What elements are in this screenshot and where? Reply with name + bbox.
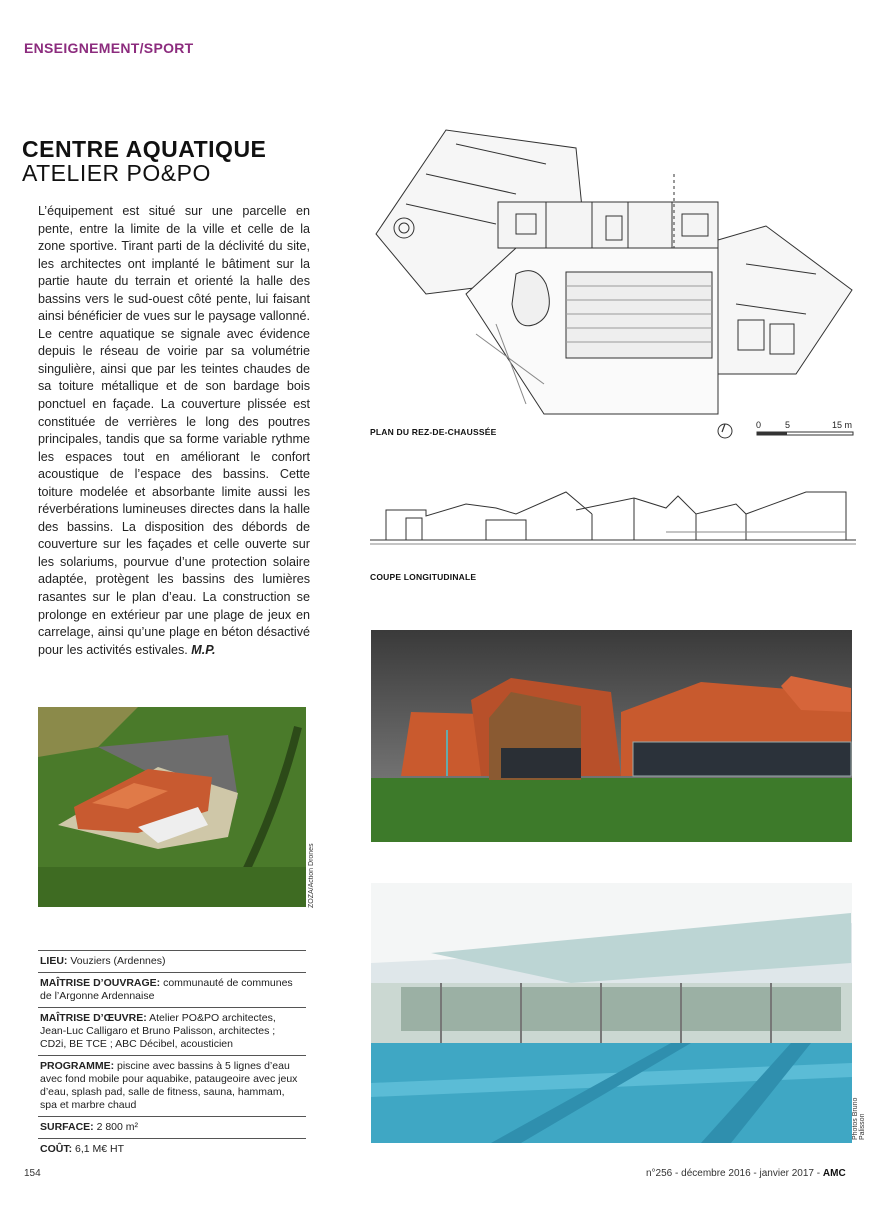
info-value: Atelier PO&PO architectes, Jean-Luc Calligaro et Bruno Palisson, architectes ; CD2i, BE TCE ; ABC Décibel, acousticien [40,1012,276,1050]
info-row [38,1116,306,1138]
exterior-photo [371,630,852,842]
info-label: LIEU: [40,955,68,967]
aerial-photo [38,707,306,907]
author-signature: M.P. [191,642,216,657]
info-row [38,1138,306,1160]
info-row [38,1055,306,1116]
scale-5: 5 [785,420,791,430]
info-label: SURFACE: [40,1121,94,1133]
info-value: communauté de communes de l’Argonne Ardennaise [40,977,293,1002]
info-label: MAÎTRISE D’ŒUVRE: [40,1012,147,1024]
body-paragraph: L’équipement est situé sur une parcelle en pente, entre la limite de la ville et celle de la zone sportive. Tirant parti de la déclivité du site, les architectes ont implanté le bâtiment sur la partie haute du terrain et orienté la halle des bassins vers le sud-ouest côté pente, lui faisant ainsi bénéficier de vues sur le paysage vallonné. Le centre aquatique se signale avec évidence depuis le réseau de voirie par sa volumétrie singulière, ainsi que par les teintes chaudes de sa toiture métallique et de son bardage bois ponctuel en façade. La couverture plissée est constituée de verrières le long des poutres principales, tandis que sa forme variable rythme les espaces tout en améliorant le confort acoustique de l’espace des bassins. Cette toiture modelée et absorbante limite aussi les réverbérations lumineuses directes dans la halle des bassins. La disposition des débords de couverture sur les façades et celle ouverte sur les solariums, pourvue d’une protection solaire adaptée, protègent les bassins des lumières rasantes sur le plan d’eau. La construction se prolonge en extérieur par une plage de jeux en carrelage, ainsi qu’une plage en béton désactivé pour les activités estivales. [38,204,310,657]
interior-pool-photo [371,883,852,1143]
info-value: piscine avec bassins à 5 lignes d’eau avec fond mobile pour aquabike, pataugeoire avec jeux d’eau, splash pad, salle de fitness, sauna, hammam, spa et marbre chaud [40,1060,298,1111]
info-value: 2 800 m² [93,1121,139,1133]
section-caption: COUPE LONGITUDINALE [370,572,477,582]
article-title: CENTRE AQUATIQUE [22,136,267,162]
issue-text: n°256 - décembre 2016 - janvier 2017 - [646,1168,823,1179]
info-value: 6,1 M€ HT [72,1143,125,1155]
info-row [38,972,306,1007]
info-row [38,1007,306,1055]
info-label: MAÎTRISE D’OUVRAGE: [40,977,161,989]
aerial-photo-credit: ZOZA/Action Drones [308,843,315,908]
project-info-box [38,950,306,1160]
magazine-name: AMC [822,1168,846,1179]
issue-info [646,1168,846,1179]
longitudinal-section-drawing [366,484,862,558]
ground-floor-plan-drawing [366,124,862,420]
section-rubric: ENSEIGNEMENT/SPORT [24,40,194,56]
info-value: Vouziers (Ardennes) [67,955,166,967]
north-arrow-icon [716,422,736,442]
info-label: COÛT: [40,1143,73,1155]
interior-photo-credit: Photos Bruno Palisson [852,1097,866,1140]
page-number: 154 [24,1168,41,1179]
article-subtitle: ATELIER PO&PO [22,160,211,186]
info-label: PROGRAMME: [40,1060,115,1072]
scale-0: 0 [756,420,762,430]
plan-caption: PLAN DU REZ-DE-CHAUSSÉE [370,427,497,437]
info-row [38,950,306,972]
scale-bar [756,430,856,438]
article-body [38,203,310,659]
scale-15: 15 m [832,420,853,430]
